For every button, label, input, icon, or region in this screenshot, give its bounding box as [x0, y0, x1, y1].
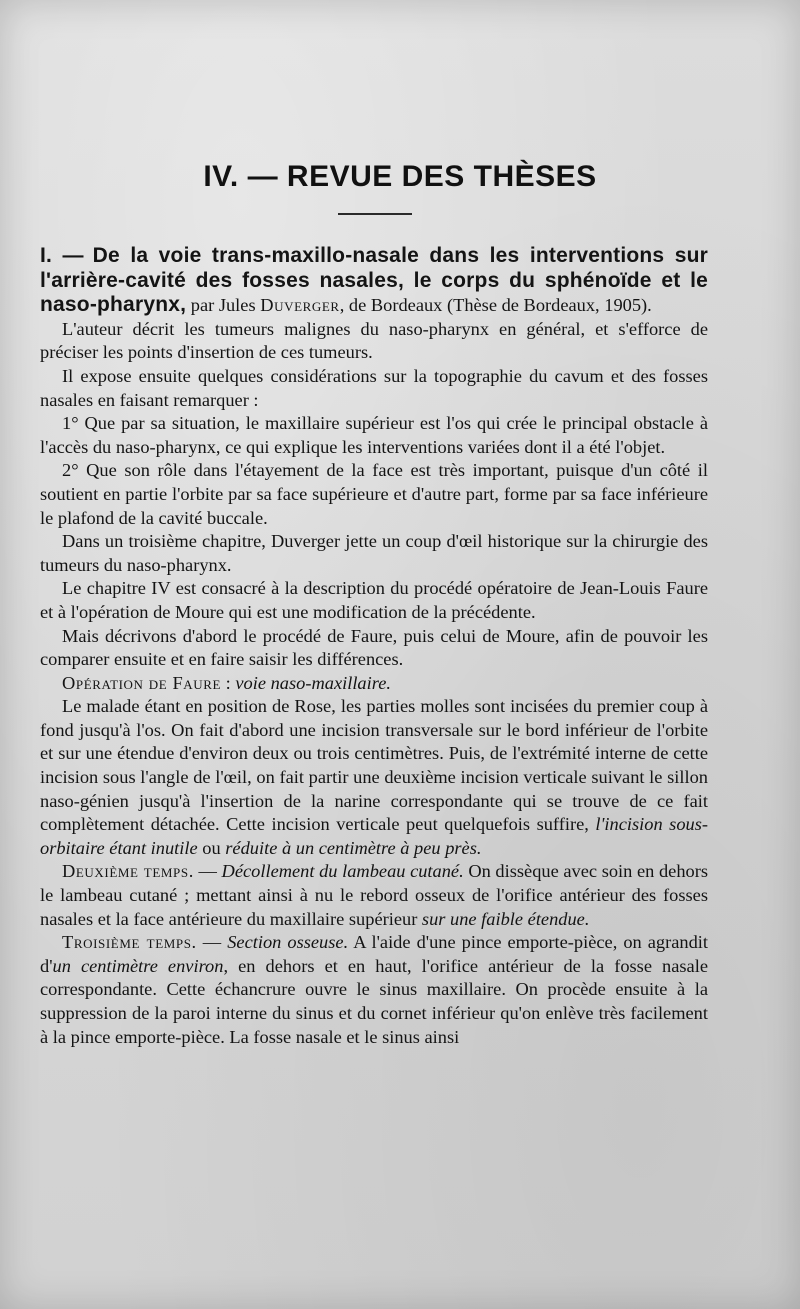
author-prefix: par Jules [190, 295, 256, 316]
step-2-italic: sur une faible étendue. [421, 908, 590, 929]
step-2-dash: — [193, 861, 222, 882]
operation-name: voie naso-maxillaire. [235, 672, 391, 693]
paragraph-8-italic-1: l'incision sous-orbitaire étant inutile [40, 814, 709, 858]
title-rule [338, 213, 412, 215]
step-2-title: Décollement du lambeau cutané. [221, 861, 464, 882]
paragraph-7: Mais décrivons d'abord le procédé de Faure, puis celui de Moure, afin de pouvoir les comparer ensuite et en faire saisir les différences. [40, 625, 708, 670]
step-3-title: Section osseuse. [227, 932, 349, 953]
author-name: Duverger [260, 295, 340, 316]
paragraph-8-italic-2: réduite à un centimètre à peu près. [225, 837, 482, 858]
article-body [40, 244, 708, 1049]
step-3-text-1: A l'aide d'une pince emporte-pièce, on agrandit d' [40, 932, 708, 976]
operation-label: Opération de Faure [62, 672, 222, 693]
step-2-label: Deuxième temps. [62, 861, 194, 882]
paragraph-2: Il expose ensuite quelques considérations sur la topographie du cavum et des fosses nasales en faisant remarquer : [40, 365, 708, 410]
paragraph-4: 2° Que son rôle dans l'étayement de la face est très important, puisque d'un côté il soutient en partie l'orbite par sa face supérieure et d'autre part, forme par sa face inférieure le plafond de la cavité buccale. [40, 460, 708, 528]
step-3-text-2: , en dehors et en haut, l'orifice antérieur de la fosse nasale correspondante. Cette échancrure ouvre le sinus maxillaire. On procède ensuite à la suppression de la paroi interne du sinus et du cornet inférieur qu'on enlève très facilement à la pince emporte-pièce. La fosse nasale et le sinus ainsi [40, 955, 708, 1047]
step-3-dash: — [196, 932, 228, 953]
paragraph-8 [40, 695, 708, 860]
paragraph-6: Le chapitre IV est consacré à la description du procédé opératoire de Jean-Louis Faure et à l'opération de Moure qui est une modification de la précédente. [40, 578, 708, 622]
step-2-text: On dissèque avec soin en dehors le lambeau cutané ; mettant ainsi à nu le rebord osseux de l'orifice antérieur des fosses nasales et la face antérieure du maxillaire supérieur [40, 861, 708, 929]
paragraph-8-text: Le malade étant en position de Rose, les parties molles sont incisées du premier coup à fond jusqu'à l'os. On fait d'abord une incision transversale sur le bord inférieur de l'orbite et sur une étendue d'environ deux ou trois centimètres. Puis, de l'extrémité interne de cette incision sous l'angle de l'œil, on fait partir une deuxième incision verticale suivant le sillon naso-génien jusqu'à l'insertion de la narine correspondante qui se trouve de ce fait complètement détachée. Cette incision verticale peut quelquefois suffire, [40, 696, 708, 835]
paragraph-3: 1° Que par sa situation, le maxillaire supérieur est l'os qui crée le principal obstacle à l'accès du naso-pharynx, ce qui explique les interventions variées dont il a été l'objet. [40, 413, 708, 457]
step-3-paragraph [40, 931, 708, 1049]
article-header [40, 244, 708, 318]
step-2-paragraph [40, 860, 708, 931]
step-3-label: Troisième temps. [62, 932, 197, 953]
operation-separator: : [221, 672, 236, 693]
article-number: I. — [40, 244, 84, 267]
paragraph-1: L'auteur décrit les tumeurs malignes du naso-pharynx en général, et s'efforce de préciser les points d'insertion de ces tumeurs. [40, 318, 708, 363]
article-source: , de Bordeaux (Thèse de Bordeaux, 1905). [339, 295, 652, 316]
operation-heading [40, 672, 708, 696]
article-heading: De la voie trans-maxillo-nasale dans les interventions sur l'arrière-cavité des fosses nasales, le corps du sphénoïde et le naso-pharynx, [40, 244, 708, 317]
paragraph-8-mid: ou [197, 837, 226, 858]
section-title: IV. — REVUE DES THÈSES [203, 160, 597, 193]
paragraph-5: Dans un troisième chapitre, Duverger jette un coup d'œil historique sur la chirurgie des tumeurs du naso-pharynx. [40, 531, 708, 575]
step-3-italic: un centimètre environ [52, 955, 224, 976]
